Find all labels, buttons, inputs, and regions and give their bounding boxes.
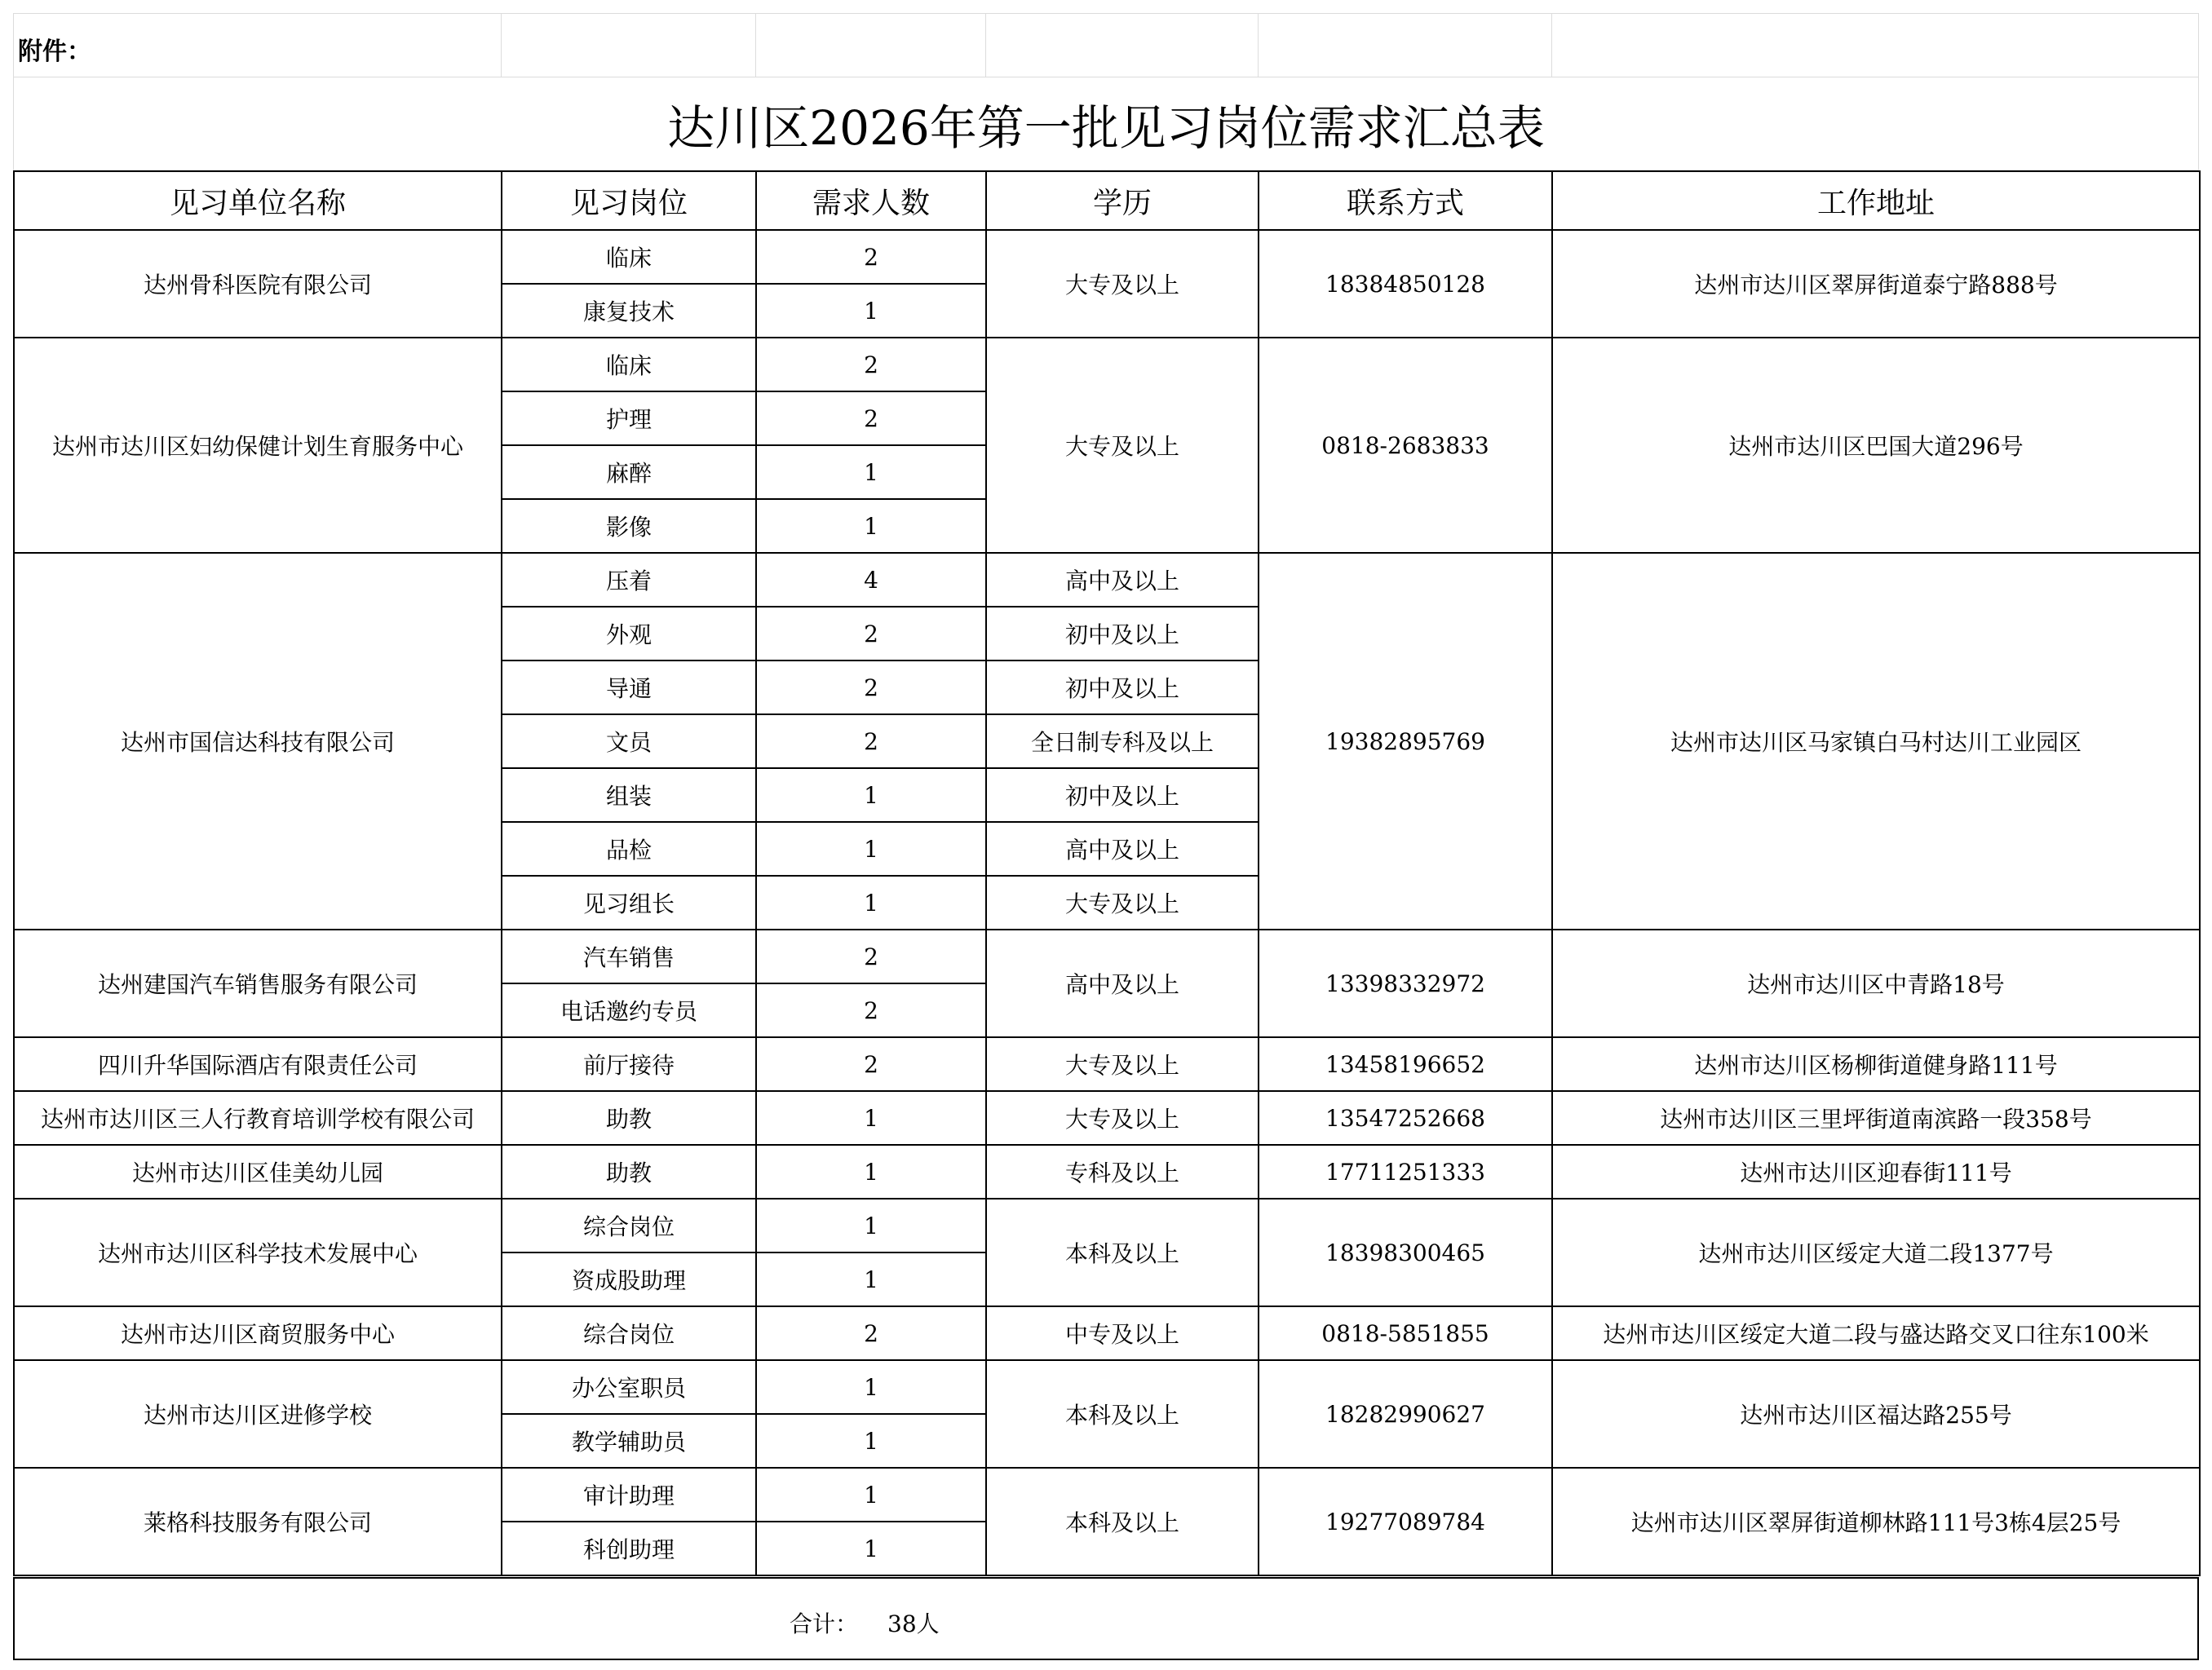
table-row xyxy=(14,1037,2200,1091)
unit-name-cell: 四川升华国际酒店有限责任公司 xyxy=(14,1037,502,1091)
grid-divider xyxy=(1258,13,1259,77)
address-cell: 达州市达川区三里坪街道南滨路一段358号 xyxy=(1552,1091,2200,1145)
count-cell: 1 xyxy=(756,822,986,876)
count-cell: 2 xyxy=(756,660,986,714)
count-cell: 2 xyxy=(756,230,986,284)
address-cell: 达州市达川区马家镇白马村达川工业园区 xyxy=(1552,553,2200,930)
count-cell: 1 xyxy=(756,445,986,499)
education-cell: 专科及以上 xyxy=(986,1145,1259,1199)
table-row xyxy=(14,338,2200,391)
table-row xyxy=(14,1360,2200,1414)
count-cell: 1 xyxy=(756,876,986,930)
count-cell: 2 xyxy=(756,983,986,1037)
count-cell: 1 xyxy=(756,1199,986,1252)
contact-cell: 17711251333 xyxy=(1259,1145,1552,1199)
contact-cell: 18398300465 xyxy=(1259,1199,1552,1306)
count-cell: 1 xyxy=(756,1091,986,1145)
unit-name-cell: 达州建国汽车销售服务有限公司 xyxy=(14,930,502,1037)
position-cell: 临床 xyxy=(502,230,756,284)
position-cell: 资成股助理 xyxy=(502,1252,756,1306)
position-cell: 临床 xyxy=(502,338,756,391)
position-cell: 综合岗位 xyxy=(502,1199,756,1252)
contact-cell: 18384850128 xyxy=(1259,230,1552,338)
grid-divider xyxy=(501,13,502,77)
address-cell: 达州市达川区绥定大道二段与盛达路交叉口往东100米 xyxy=(1552,1306,2200,1360)
table-row xyxy=(14,230,2200,284)
position-cell: 护理 xyxy=(502,391,756,445)
education-cell: 高中及以上 xyxy=(986,930,1259,1037)
count-cell: 1 xyxy=(756,499,986,553)
grid-divider xyxy=(755,13,756,77)
table-row xyxy=(14,1306,2200,1360)
education-cell: 大专及以上 xyxy=(986,1037,1259,1091)
count-cell: 2 xyxy=(756,338,986,391)
unit-name-cell: 达州市国信达科技有限公司 xyxy=(14,553,502,930)
address-cell: 达州市达川区福达路255号 xyxy=(1552,1360,2200,1468)
count-cell: 1 xyxy=(756,1414,986,1468)
count-cell: 1 xyxy=(756,768,986,822)
total-label: 合计： xyxy=(790,1610,859,1637)
unit-name-cell: 达州市达川区三人行教育培训学校有限公司 xyxy=(14,1091,502,1145)
header-count: 需求人数 xyxy=(756,171,986,230)
education-cell: 本科及以上 xyxy=(986,1360,1259,1468)
attachment-label: 附件： xyxy=(18,38,91,66)
table-row xyxy=(14,1199,2200,1252)
header-contact: 联系方式 xyxy=(1259,171,1552,230)
position-cell: 导通 xyxy=(502,660,756,714)
position-table xyxy=(13,170,2201,1576)
count-cell: 1 xyxy=(756,1145,986,1199)
education-cell: 高中及以上 xyxy=(986,553,1259,607)
position-cell: 压着 xyxy=(502,553,756,607)
position-cell: 影像 xyxy=(502,499,756,553)
header-education: 学历 xyxy=(986,171,1259,230)
position-cell: 教学辅助员 xyxy=(502,1414,756,1468)
education-cell: 大专及以上 xyxy=(986,338,1259,553)
table-row xyxy=(14,930,2200,983)
unit-name-cell: 达州市达川区商贸服务中心 xyxy=(14,1306,502,1360)
position-cell: 康复技术 xyxy=(502,284,756,338)
total-row xyxy=(13,1577,2199,1660)
table-row xyxy=(14,1468,2200,1522)
page-title: 达川区2026年第一批见习岗位需求汇总表 xyxy=(667,100,1545,156)
position-cell: 科创助理 xyxy=(502,1522,756,1575)
education-cell: 初中及以上 xyxy=(986,768,1259,822)
unit-name-cell: 达州市达川区进修学校 xyxy=(14,1360,502,1468)
address-cell: 达州市达川区杨柳街道健身路111号 xyxy=(1552,1037,2200,1091)
address-cell: 达州市达川区迎春街111号 xyxy=(1552,1145,2200,1199)
contact-cell: 18282990627 xyxy=(1259,1360,1552,1468)
unit-name-cell: 达州市达川区佳美幼儿园 xyxy=(14,1145,502,1199)
contact-cell: 13398332972 xyxy=(1259,930,1552,1037)
count-cell: 2 xyxy=(756,607,986,660)
count-cell: 2 xyxy=(756,1037,986,1091)
contact-cell: 0818-5851855 xyxy=(1259,1306,1552,1360)
unit-name-cell: 莱格科技服务有限公司 xyxy=(14,1468,502,1575)
education-cell: 高中及以上 xyxy=(986,822,1259,876)
education-cell: 本科及以上 xyxy=(986,1199,1259,1306)
contact-cell: 19277089784 xyxy=(1259,1468,1552,1575)
table-row xyxy=(14,1091,2200,1145)
unit-name-cell: 达州市达川区妇幼保健计划生育服务中心 xyxy=(14,338,502,553)
position-cell: 前厅接待 xyxy=(502,1037,756,1091)
position-cell: 文员 xyxy=(502,714,756,768)
education-cell: 中专及以上 xyxy=(986,1306,1259,1360)
address-cell: 达州市达川区巴国大道296号 xyxy=(1552,338,2200,553)
position-cell: 麻醉 xyxy=(502,445,756,499)
count-cell: 1 xyxy=(756,284,986,338)
position-cell: 助教 xyxy=(502,1091,756,1145)
address-cell: 达州市达川区中青路18号 xyxy=(1552,930,2200,1037)
count-cell: 1 xyxy=(756,1360,986,1414)
position-cell: 见习组长 xyxy=(502,876,756,930)
position-cell: 审计助理 xyxy=(502,1468,756,1522)
education-cell: 初中及以上 xyxy=(986,607,1259,660)
header-unit-name: 见习单位名称 xyxy=(14,171,502,230)
count-cell: 1 xyxy=(756,1522,986,1575)
education-cell: 本科及以上 xyxy=(986,1468,1259,1575)
count-cell: 1 xyxy=(756,1468,986,1522)
count-cell: 2 xyxy=(756,930,986,983)
education-cell: 初中及以上 xyxy=(986,660,1259,714)
grid-divider xyxy=(985,13,986,77)
total-value: 38人 xyxy=(887,1610,940,1637)
position-cell: 综合岗位 xyxy=(502,1306,756,1360)
contact-cell: 19382895769 xyxy=(1259,553,1552,930)
table-row xyxy=(14,553,2200,607)
unit-name-cell: 达州骨科医院有限公司 xyxy=(14,230,502,338)
education-cell: 大专及以上 xyxy=(986,1091,1259,1145)
position-cell: 汽车销售 xyxy=(502,930,756,983)
count-cell: 2 xyxy=(756,391,986,445)
count-cell: 4 xyxy=(756,553,986,607)
education-cell: 大专及以上 xyxy=(986,876,1259,930)
contact-cell: 13458196652 xyxy=(1259,1037,1552,1091)
count-cell: 2 xyxy=(756,714,986,768)
header-position: 见习岗位 xyxy=(502,171,756,230)
grid-divider xyxy=(1551,13,1552,77)
header-address: 工作地址 xyxy=(1552,171,2200,230)
contact-cell: 13547252668 xyxy=(1259,1091,1552,1145)
table-header-row xyxy=(14,171,2200,230)
position-cell: 组装 xyxy=(502,768,756,822)
position-cell: 外观 xyxy=(502,607,756,660)
position-cell: 助教 xyxy=(502,1145,756,1199)
education-cell: 大专及以上 xyxy=(986,230,1259,338)
address-cell: 达州市达川区绥定大道二段1377号 xyxy=(1552,1199,2200,1306)
table-row xyxy=(14,1145,2200,1199)
position-cell: 电话邀约专员 xyxy=(502,983,756,1037)
address-cell: 达州市达川区翠屏街道泰宁路888号 xyxy=(1552,230,2200,338)
count-cell: 2 xyxy=(756,1306,986,1360)
contact-cell: 0818-2683833 xyxy=(1259,338,1552,553)
unit-name-cell: 达州市达川区科学技术发展中心 xyxy=(14,1199,502,1306)
position-cell: 办公室职员 xyxy=(502,1360,756,1414)
education-cell: 全日制专科及以上 xyxy=(986,714,1259,768)
count-cell: 1 xyxy=(756,1252,986,1306)
address-cell: 达州市达川区翠屏街道柳林路111号3栋4层25号 xyxy=(1552,1468,2200,1575)
position-cell: 品检 xyxy=(502,822,756,876)
